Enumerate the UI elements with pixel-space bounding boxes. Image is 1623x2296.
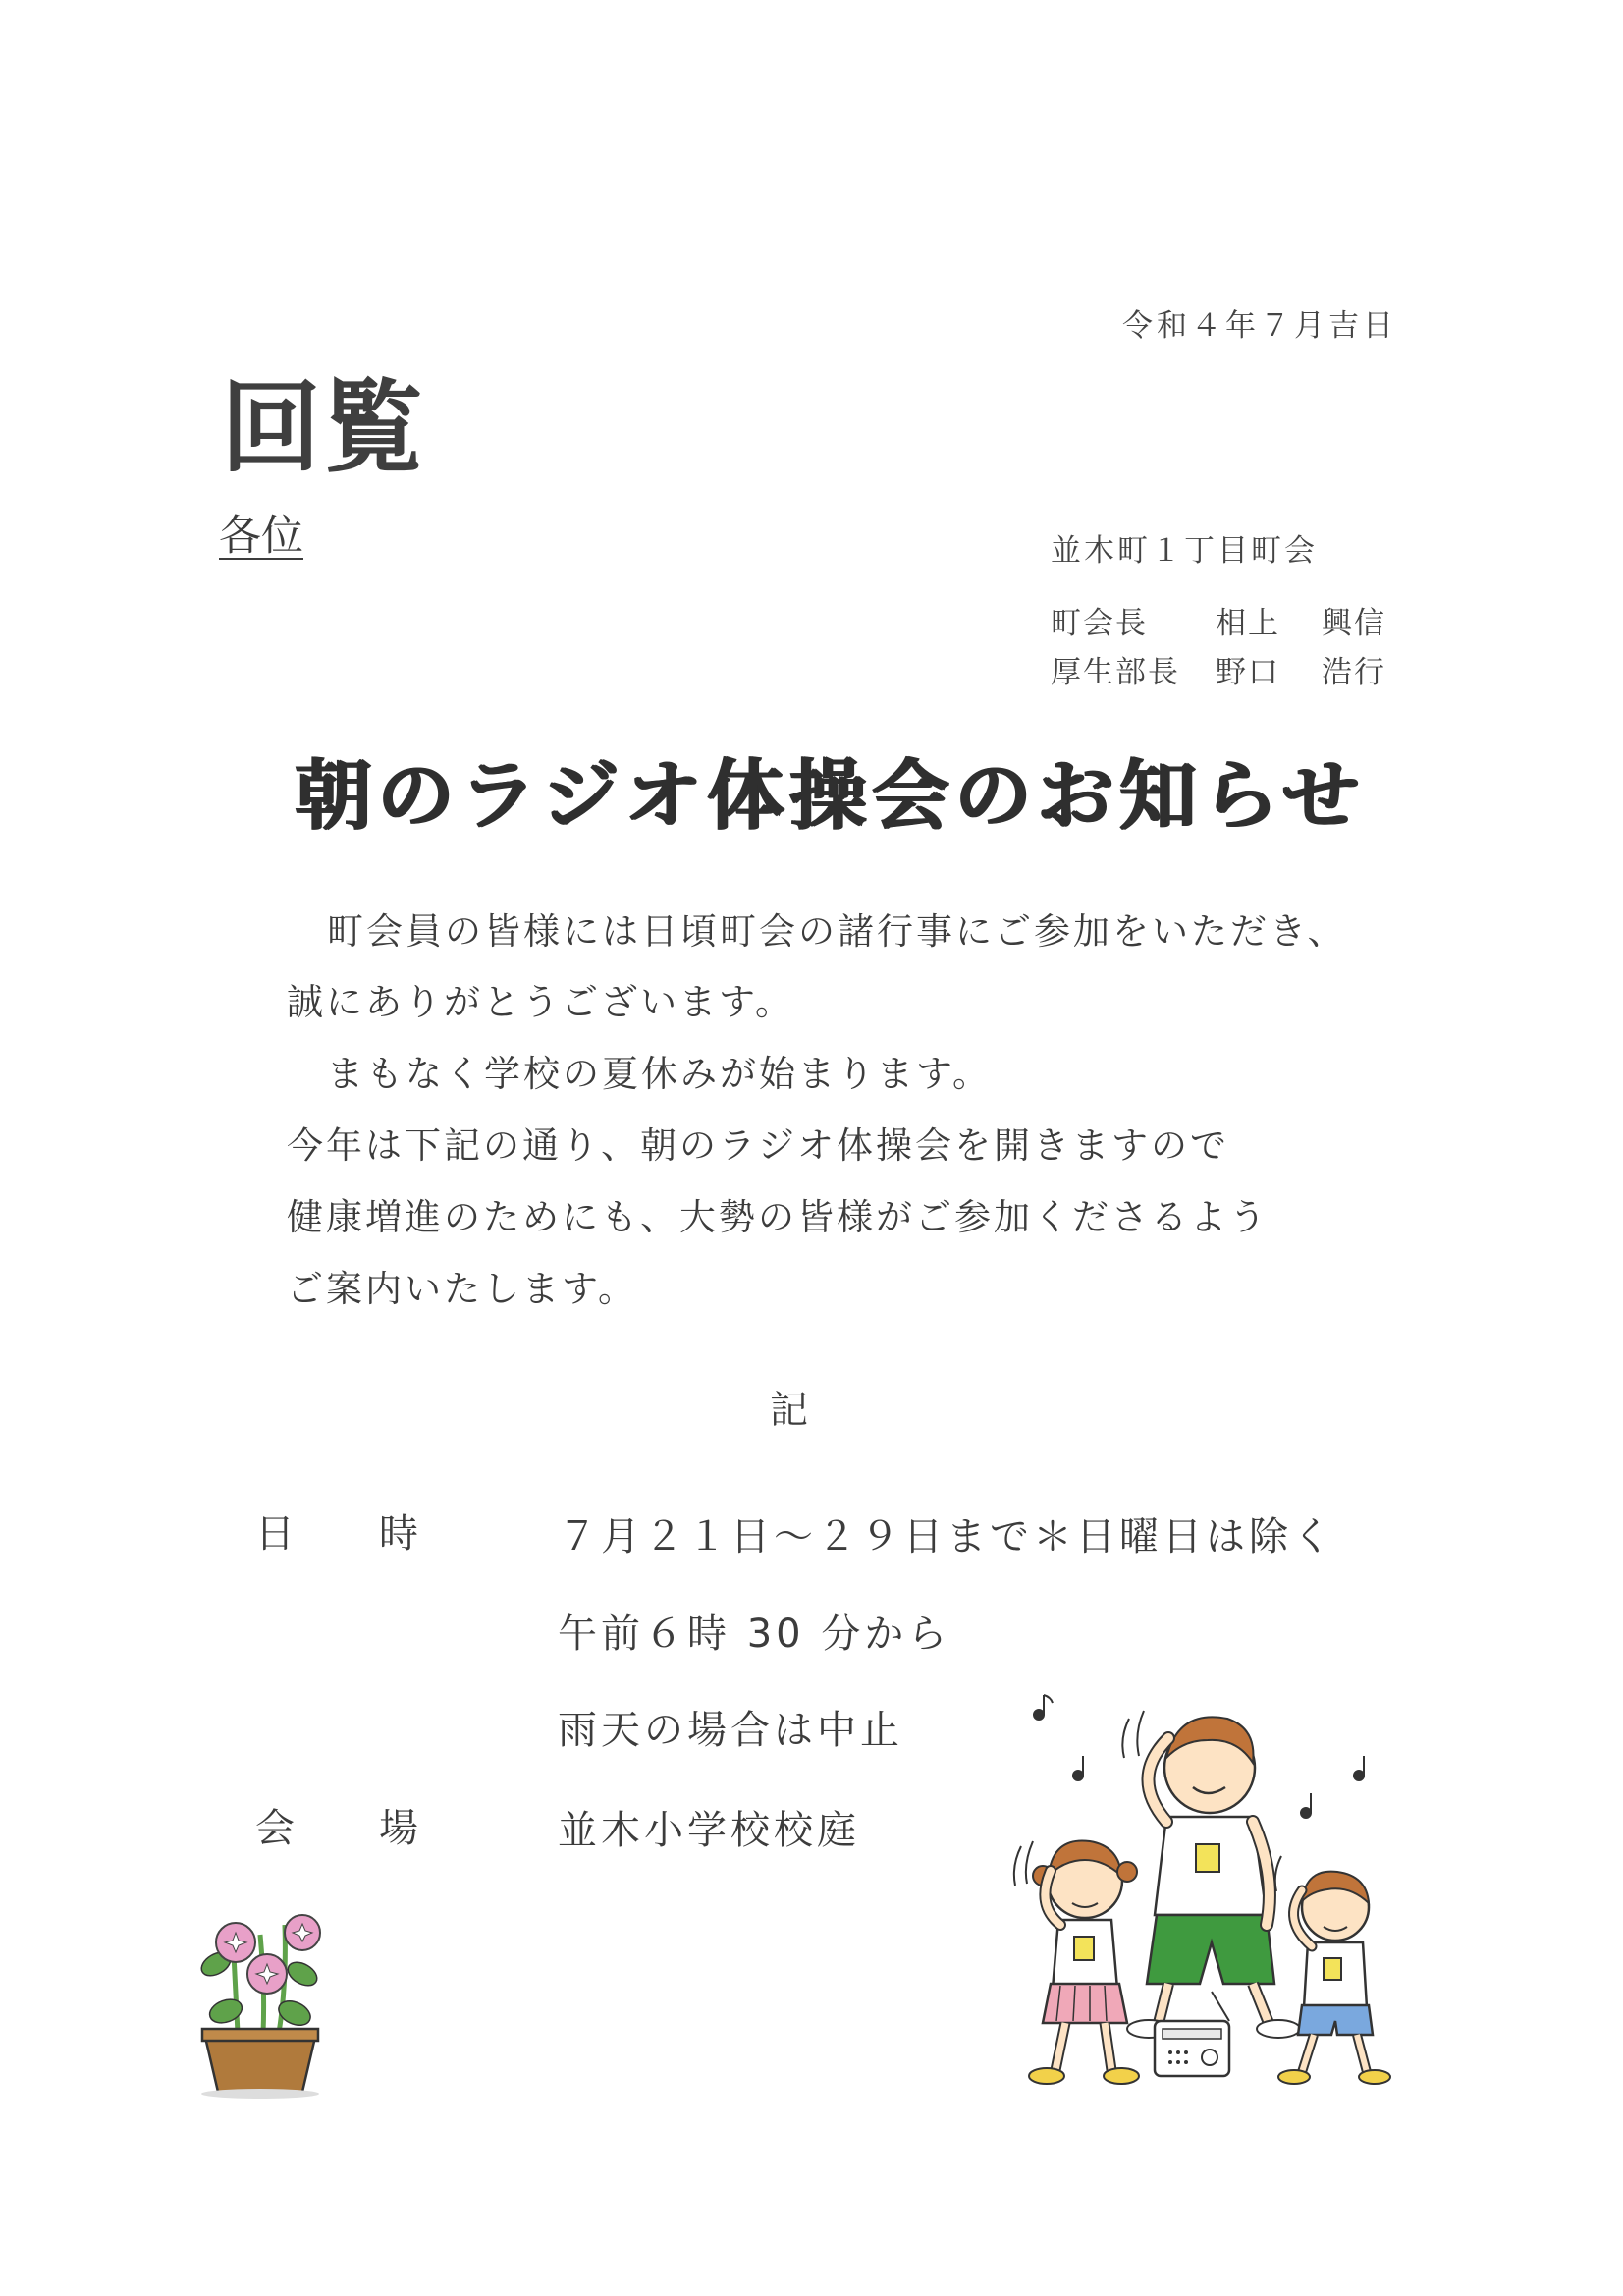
officer-role: 町会長 [1051, 606, 1148, 641]
body-line: 町会員の皆様には日頃町会の諸行事にご参加をいただき、 [327, 910, 1347, 953]
datetime-value: ７月２１日～２９日まで＊日曜日は除く [558, 1514, 1335, 1559]
officer-row [1051, 598, 1386, 642]
ki-marker: 記 [770, 1389, 809, 1433]
datetime-label-char: 日 [255, 1511, 295, 1557]
body-line: 今年は下記の通り、朝のラジオ体操会を開きますので [287, 1124, 1229, 1167]
venue-label-char: 場 [379, 1806, 418, 1851]
officer-given-name: 興信 [1322, 606, 1386, 641]
time-value: 午前６時 30 分から [558, 1612, 951, 1657]
addressee: 各位 [219, 512, 303, 561]
datetime-label [255, 1503, 418, 1558]
officer-given-name: 浩行 [1322, 655, 1386, 690]
children-radio-exercise-illustration [982, 1679, 1414, 2092]
sender-organization: 並木町１丁目町会 [1051, 533, 1318, 569]
officer-family-name: 野口 [1216, 655, 1280, 690]
circular-heading: 回覧 [221, 370, 425, 487]
rain-note: 雨天の場合は中止 [558, 1708, 903, 1753]
issue-date: 令和４年７月吉日 [1122, 308, 1397, 344]
venue-label [255, 1797, 418, 1853]
body-line: 誠にありがとうございます。 [287, 981, 795, 1023]
venue-value: 並木小学校校庭 [558, 1808, 860, 1853]
body-line: ご案内いたします。 [287, 1268, 638, 1310]
body-line: まもなく学校の夏休みが始まります。 [327, 1053, 993, 1095]
body-line: 健康増進のためにも、大勢の皆様がご参加くださるよう [287, 1196, 1269, 1238]
datetime-label-char: 時 [379, 1511, 418, 1557]
notice-title: 朝のラジオ体操会のお知らせ [295, 752, 1365, 841]
morning-glory-pot-icon [177, 1895, 344, 2102]
officer-family-name: 相上 [1216, 606, 1280, 641]
venue-label-char: 会 [255, 1806, 295, 1851]
officer-role: 厚生部長 [1051, 655, 1180, 690]
officer-row [1051, 647, 1386, 691]
